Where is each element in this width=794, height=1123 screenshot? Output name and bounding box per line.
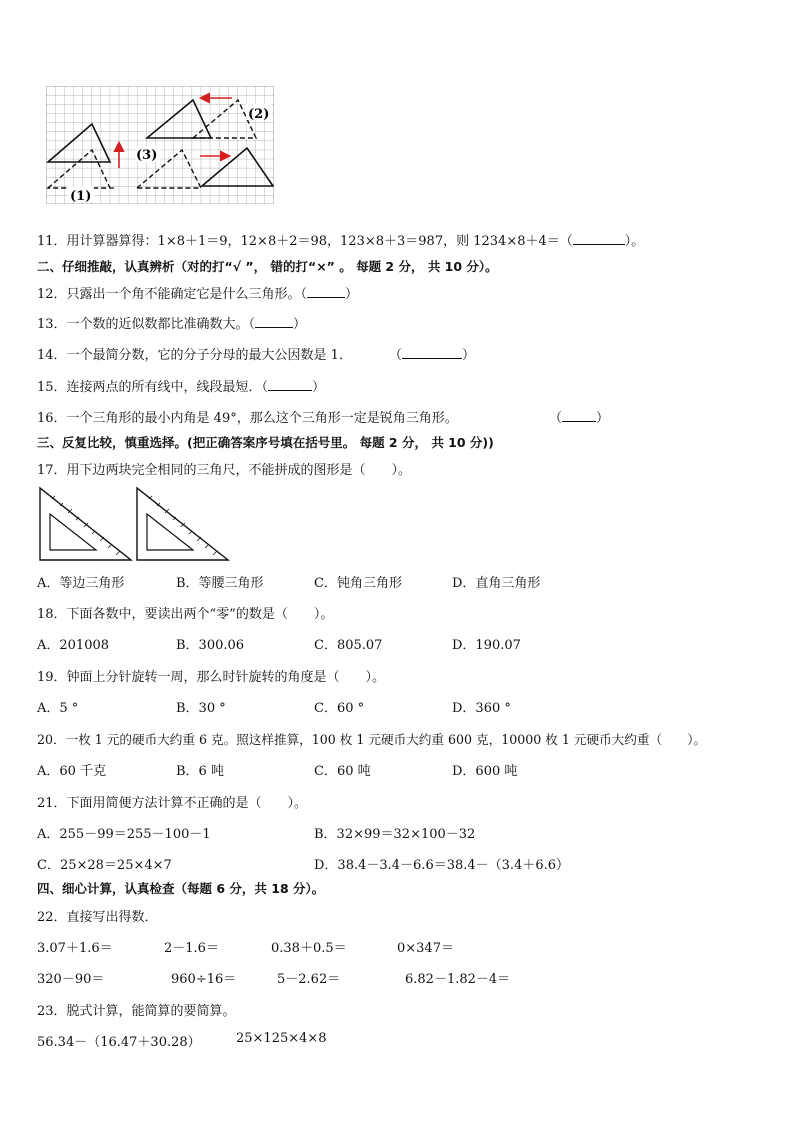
option-c[interactable]: C．钝角三角形 [314, 576, 402, 591]
question-14: 14．一个最简分数，它的分子分母的最大公因数是 1． [37, 348, 352, 363]
question-16-answer: （ ） [549, 411, 610, 426]
question-16: 16．一个三角形的最小内角是 49°，那么这个三角形一定是锐角三角形。 [37, 411, 458, 426]
set-square-left [40, 488, 131, 560]
question-12: 12．只露出一个角不能确定它是什么三角形。（ ） [37, 287, 359, 302]
calc-item[interactable]: 0.38＋0.5＝ [271, 941, 347, 956]
figure-label-1: (1) [70, 189, 92, 204]
option-a[interactable]: A．5 ° [37, 701, 79, 716]
option-b[interactable]: B．6 吨 [176, 764, 224, 779]
figure-label-2: (2) [248, 107, 270, 122]
option-d[interactable]: D．直角三角形 [452, 576, 541, 591]
option-c[interactable]: C．60 ° [314, 701, 365, 716]
figure-label-3: (3) [136, 148, 158, 163]
calc-item[interactable]: 320－90＝ [37, 972, 105, 987]
option-d[interactable]: D．360 ° [452, 701, 511, 716]
section-2-heading: 二、仔细推敲，认真辨析（对的打“√ ”， 错的打“×” 。 每题 2 分， 共 10 分）。 [37, 259, 498, 274]
question-11: 11．用计算器算得：1×8＋1＝9，12×8＋2＝98，123×8＋3＝987，则 1234×8＋4＝（ ）。 [37, 234, 645, 249]
question-21: 21．下面用简便方法计算不正确的是（ ）。 [37, 796, 308, 811]
section-3-heading: 三、反复比较，慎重选择。(把正确答案序号填在括号里。 每题 2 分， 共 10 分)) [37, 435, 494, 450]
section-4-heading: 四、细心计算，认真检查（每题 6 分，共 18 分）。 [37, 881, 325, 896]
option-b[interactable]: B．32×99＝32×100－32 [314, 827, 476, 842]
answer-blank[interactable] [307, 285, 345, 298]
calc-item[interactable]: 2－1.6＝ [164, 941, 219, 956]
set-square-right [137, 488, 228, 560]
set-squares-figure [38, 486, 232, 562]
option-b[interactable]: B．300.06 [176, 638, 245, 653]
option-d[interactable]: D．190.07 [452, 638, 521, 653]
question-23: 23．脱式计算，能简算的要简算。 [37, 1004, 236, 1019]
option-c[interactable]: C．805.07 [314, 638, 383, 653]
answer-blank[interactable] [573, 232, 625, 245]
question-18: 18．下面各数中，要读出两个“零”的数是（ ）。 [37, 607, 334, 622]
answer-blank[interactable] [562, 409, 596, 422]
triangle-grid-figure [46, 86, 274, 204]
answer-blank[interactable] [255, 315, 293, 328]
option-a[interactable]: A．255－99＝255－100－1 [37, 827, 211, 842]
question-14-answer: （ ） [389, 348, 476, 363]
calc-item[interactable]: 960÷16＝ [171, 972, 237, 987]
answer-blank[interactable] [402, 346, 462, 359]
question-15: 15．连接两点的所有线中，线段最短．（ ） [37, 380, 326, 395]
question-13: 13．一个数的近似数都比准确数大。（ ） [37, 317, 307, 332]
option-c[interactable]: C．25×28＝25×4×7 [37, 858, 172, 873]
question-17: 17．用下边两块完全相同的三角尺，不能拼成的图形是（ ）。 [37, 463, 412, 478]
question-22: 22．直接写出得数． [37, 910, 158, 925]
option-a[interactable]: A．60 千克 [37, 764, 107, 779]
calc-item[interactable]: 6.82－1.82－4＝ [405, 972, 511, 987]
answer-blank[interactable] [268, 378, 312, 391]
calc-item[interactable]: 56.34－（16.47＋30.28） [37, 1035, 201, 1050]
option-a[interactable]: A．201008 [37, 638, 110, 653]
calc-item[interactable]: 5－2.62＝ [277, 972, 341, 987]
option-d[interactable]: D．600 吨 [452, 764, 518, 779]
question-20: 20．一枚 1 元的硬币大约重 6 克。照这样推算，100 枚 1 元硬币大约重 600 克，10000 枚 1 元硬币大约重（ ）。 [37, 732, 707, 747]
option-c[interactable]: C．60 吨 [314, 764, 371, 779]
question-19: 19．钟面上分针旋转一周，那么时针旋转的角度是（ ）。 [37, 670, 386, 685]
option-d[interactable]: D．38.4－3.4－6.6＝38.4－（3.4＋6.6） [314, 858, 570, 873]
calc-item[interactable]: 25×125×4×8 [236, 1031, 327, 1046]
calc-item[interactable]: 3.07＋1.6＝ [37, 941, 113, 956]
option-a[interactable]: A．等边三角形 [37, 576, 125, 591]
option-b[interactable]: B．30 ° [176, 701, 226, 716]
calc-item[interactable]: 0×347＝ [397, 941, 454, 956]
option-b[interactable]: B．等腰三角形 [176, 576, 264, 591]
